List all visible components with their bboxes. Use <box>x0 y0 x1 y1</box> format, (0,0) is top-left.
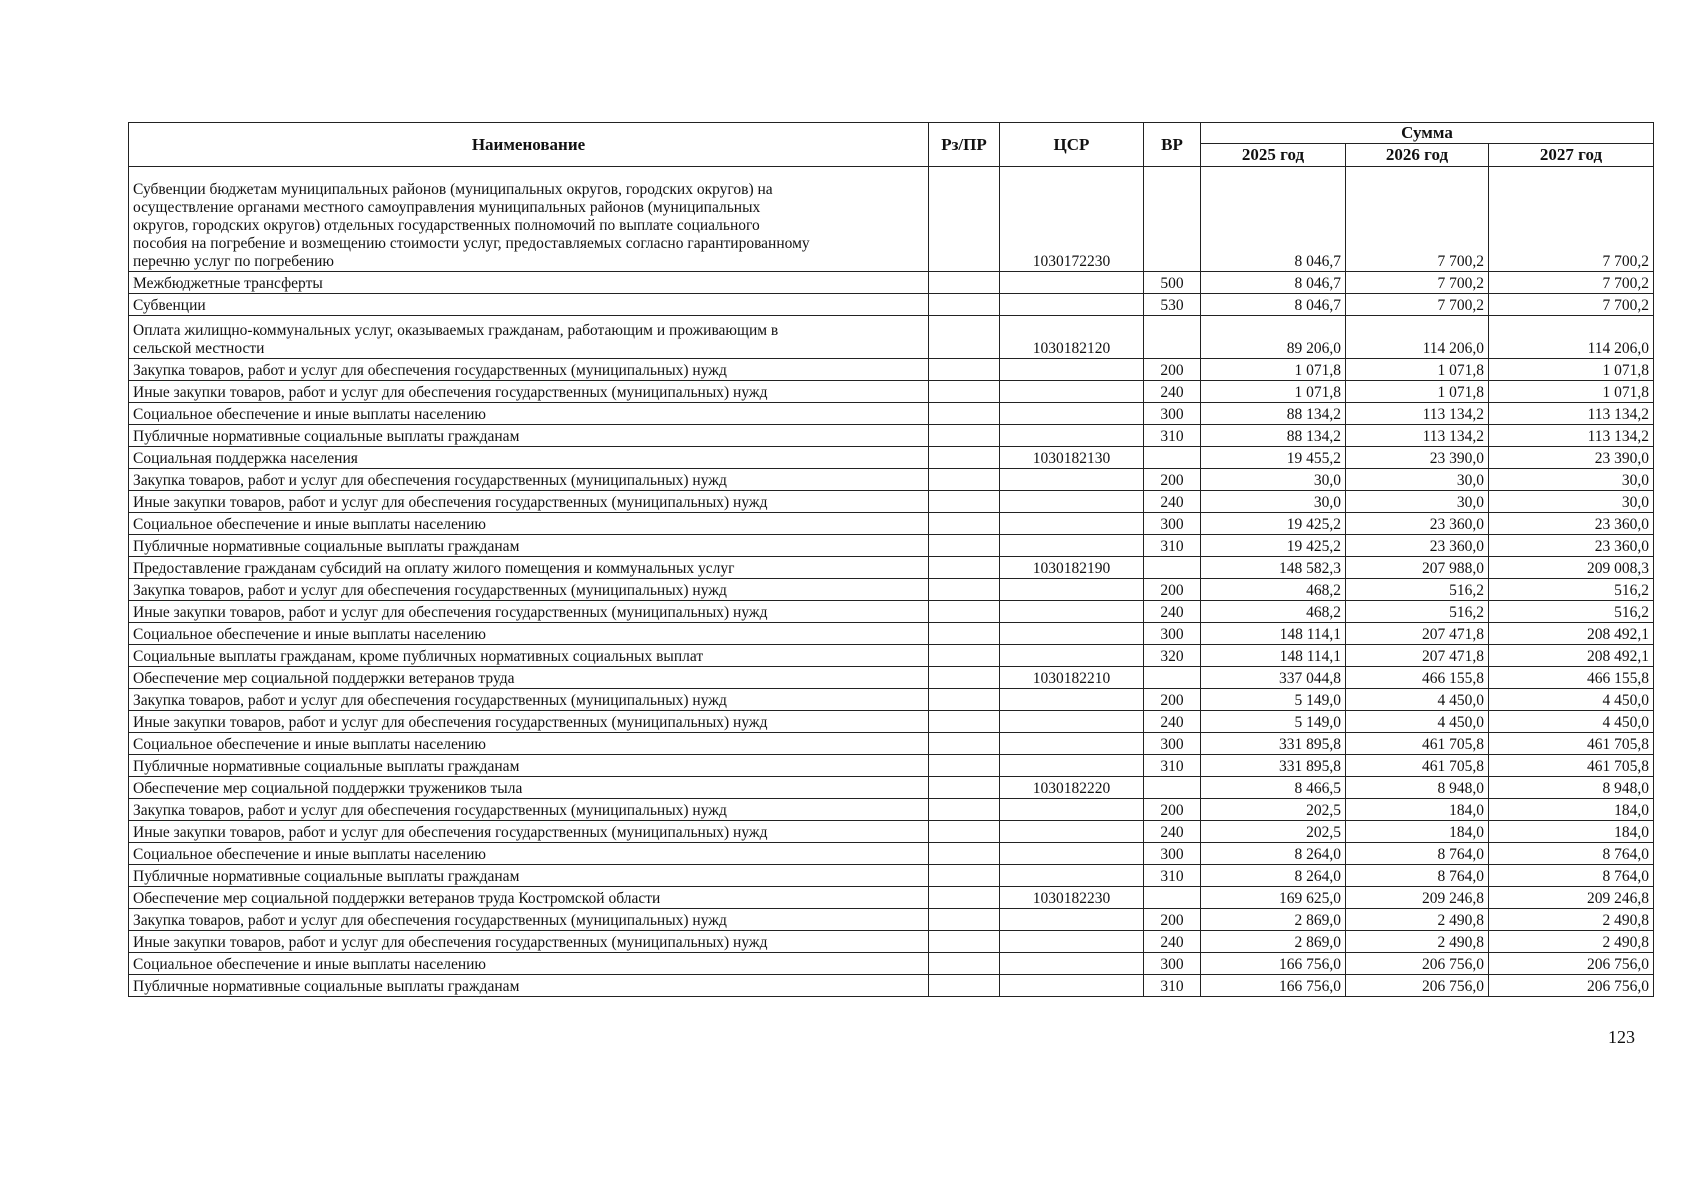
cell-section <box>929 294 1000 316</box>
cell-target: 1030182230 <box>1000 887 1144 909</box>
cell-kind: 310 <box>1144 975 1201 997</box>
cell-section <box>929 733 1000 755</box>
table-row <box>129 167 1654 272</box>
cell-section <box>929 755 1000 777</box>
cell-section <box>929 469 1000 491</box>
cell-target: 1030182220 <box>1000 777 1144 799</box>
table-row <box>129 887 1654 909</box>
cell-name: Закупка товаров, работ и услуг для обеспечения государственных (муниципальных) нужд <box>129 799 929 821</box>
cell-section <box>929 667 1000 689</box>
table-row <box>129 667 1654 689</box>
cell-section <box>929 865 1000 887</box>
cell-kind: 310 <box>1144 535 1201 557</box>
cell-kind <box>1144 557 1201 579</box>
cell-target <box>1000 865 1144 887</box>
cell-kind: 200 <box>1144 579 1201 601</box>
table-row <box>129 799 1654 821</box>
cell-kind: 300 <box>1144 843 1201 865</box>
cell-name: Обеспечение мер социальной поддержки ветеранов труда Костромской области <box>129 887 929 909</box>
cell-2027: 8 764,0 <box>1489 843 1654 865</box>
cell-2026: 8 764,0 <box>1346 843 1489 865</box>
table-row <box>129 755 1654 777</box>
cell-2027: 208 492,1 <box>1489 645 1654 667</box>
cell-2027: 461 705,8 <box>1489 733 1654 755</box>
cell-target <box>1000 909 1144 931</box>
cell-2027: 2 490,8 <box>1489 909 1654 931</box>
table-row <box>129 535 1654 557</box>
cell-target <box>1000 294 1144 316</box>
cell-2027: 516,2 <box>1489 579 1654 601</box>
header-name: Наименование <box>129 123 929 167</box>
cell-2025: 8 046,7 <box>1201 294 1346 316</box>
cell-kind: 240 <box>1144 381 1201 403</box>
cell-2026: 206 756,0 <box>1346 953 1489 975</box>
cell-name: Социальное обеспечение и иные выплаты населению <box>129 953 929 975</box>
cell-kind: 240 <box>1144 601 1201 623</box>
cell-2026: 113 134,2 <box>1346 425 1489 447</box>
cell-kind: 300 <box>1144 953 1201 975</box>
cell-2026: 4 450,0 <box>1346 711 1489 733</box>
cell-name: Субвенции <box>129 294 929 316</box>
cell-section <box>929 975 1000 997</box>
table-row <box>129 821 1654 843</box>
cell-2026: 184,0 <box>1346 799 1489 821</box>
table-row <box>129 909 1654 931</box>
table-row <box>129 425 1654 447</box>
header-section: Рз/ПР <box>929 123 1000 167</box>
cell-target <box>1000 645 1144 667</box>
cell-2027: 4 450,0 <box>1489 689 1654 711</box>
cell-section <box>929 513 1000 535</box>
cell-target <box>1000 469 1144 491</box>
cell-name: Субвенции бюджетам муниципальных районов (муниципальных округов, городских округов) на осуществление органами местного самоуправления муниципальных районов (муниципальных округов, городских округов) отдельных государственных полномочий по выплате социального пособия на погребение и возмещению стоимости услуг, предоставляемых согласно гарантированному перечню услуг по погребению <box>129 167 929 272</box>
cell-section <box>929 272 1000 294</box>
cell-kind: 300 <box>1144 403 1201 425</box>
table-row <box>129 447 1654 469</box>
cell-section <box>929 953 1000 975</box>
budget-table <box>128 122 1654 997</box>
cell-kind: 240 <box>1144 931 1201 953</box>
cell-section <box>929 931 1000 953</box>
cell-2026: 209 246,8 <box>1346 887 1489 909</box>
header-year-2025: 2025 год <box>1201 144 1346 167</box>
cell-kind: 200 <box>1144 909 1201 931</box>
cell-kind <box>1144 667 1201 689</box>
header-year-2026: 2026 год <box>1346 144 1489 167</box>
cell-2025: 331 895,8 <box>1201 755 1346 777</box>
cell-target <box>1000 623 1144 645</box>
cell-2027: 208 492,1 <box>1489 623 1654 645</box>
cell-2027: 209 246,8 <box>1489 887 1654 909</box>
cell-2025: 468,2 <box>1201 601 1346 623</box>
cell-2025: 202,5 <box>1201 821 1346 843</box>
cell-2027: 113 134,2 <box>1489 403 1654 425</box>
cell-kind: 310 <box>1144 425 1201 447</box>
cell-name: Иные закупки товаров, работ и услуг для обеспечения государственных (муниципальных) нужд <box>129 491 929 513</box>
cell-2026: 1 071,8 <box>1346 381 1489 403</box>
cell-2026: 461 705,8 <box>1346 755 1489 777</box>
cell-name: Закупка товаров, работ и услуг для обеспечения государственных (муниципальных) нужд <box>129 909 929 931</box>
cell-name: Публичные нормативные социальные выплаты гражданам <box>129 865 929 887</box>
header-kind: ВР <box>1144 123 1201 167</box>
cell-section <box>929 557 1000 579</box>
header-target: ЦСР <box>1000 123 1144 167</box>
cell-name: Предоставление гражданам субсидий на оплату жилого помещения и коммунальных услуг <box>129 557 929 579</box>
cell-section <box>929 359 1000 381</box>
table-row <box>129 711 1654 733</box>
cell-2025: 331 895,8 <box>1201 733 1346 755</box>
cell-target <box>1000 931 1144 953</box>
table-header <box>129 123 1654 167</box>
cell-section <box>929 843 1000 865</box>
cell-section <box>929 689 1000 711</box>
cell-2026: 8 948,0 <box>1346 777 1489 799</box>
table-row <box>129 777 1654 799</box>
cell-target <box>1000 513 1144 535</box>
cell-2025: 1 071,8 <box>1201 359 1346 381</box>
cell-kind: 530 <box>1144 294 1201 316</box>
cell-2026: 207 988,0 <box>1346 557 1489 579</box>
cell-section <box>929 447 1000 469</box>
cell-2025: 8 046,7 <box>1201 272 1346 294</box>
cell-2025: 19 425,2 <box>1201 513 1346 535</box>
cell-2027: 1 071,8 <box>1489 381 1654 403</box>
cell-name: Социальное обеспечение и иные выплаты населению <box>129 513 929 535</box>
cell-target <box>1000 403 1144 425</box>
cell-name: Закупка товаров, работ и услуг для обеспечения государственных (муниципальных) нужд <box>129 359 929 381</box>
table-row <box>129 359 1654 381</box>
cell-name: Закупка товаров, работ и услуг для обеспечения государственных (муниципальных) нужд <box>129 689 929 711</box>
cell-2027: 7 700,2 <box>1489 167 1654 272</box>
cell-2027: 23 390,0 <box>1489 447 1654 469</box>
cell-section <box>929 601 1000 623</box>
cell-kind <box>1144 316 1201 359</box>
cell-target <box>1000 689 1144 711</box>
cell-2027: 23 360,0 <box>1489 513 1654 535</box>
table-row <box>129 623 1654 645</box>
cell-2026: 23 360,0 <box>1346 513 1489 535</box>
cell-2027: 7 700,2 <box>1489 272 1654 294</box>
cell-target <box>1000 953 1144 975</box>
cell-2026: 516,2 <box>1346 579 1489 601</box>
cell-2025: 8 046,7 <box>1201 167 1346 272</box>
cell-section <box>929 645 1000 667</box>
cell-2025: 19 455,2 <box>1201 447 1346 469</box>
cell-kind <box>1144 167 1201 272</box>
cell-2025: 148 114,1 <box>1201 623 1346 645</box>
cell-2025: 89 206,0 <box>1201 316 1346 359</box>
cell-name: Социальная поддержка населения <box>129 447 929 469</box>
cell-2025: 166 756,0 <box>1201 953 1346 975</box>
cell-target <box>1000 272 1144 294</box>
cell-2027: 209 008,3 <box>1489 557 1654 579</box>
cell-name: Социальное обеспечение и иные выплаты населению <box>129 403 929 425</box>
cell-2025: 202,5 <box>1201 799 1346 821</box>
cell-target <box>1000 425 1144 447</box>
cell-section <box>929 909 1000 931</box>
cell-2026: 30,0 <box>1346 469 1489 491</box>
cell-name: Социальные выплаты гражданам, кроме публичных нормативных социальных выплат <box>129 645 929 667</box>
cell-section <box>929 167 1000 272</box>
cell-target <box>1000 711 1144 733</box>
cell-kind: 200 <box>1144 469 1201 491</box>
cell-2027: 7 700,2 <box>1489 294 1654 316</box>
cell-2026: 7 700,2 <box>1346 272 1489 294</box>
cell-target <box>1000 821 1144 843</box>
table-row <box>129 975 1654 997</box>
cell-name: Социальное обеспечение и иные выплаты населению <box>129 623 929 645</box>
cell-name: Публичные нормативные социальные выплаты гражданам <box>129 755 929 777</box>
cell-2026: 184,0 <box>1346 821 1489 843</box>
cell-target <box>1000 799 1144 821</box>
cell-2027: 516,2 <box>1489 601 1654 623</box>
header-year-2027: 2027 год <box>1489 144 1654 167</box>
cell-name: Закупка товаров, работ и услуг для обеспечения государственных (муниципальных) нужд <box>129 579 929 601</box>
cell-name: Оплата жилищно-коммунальных услуг, оказываемых гражданам, работающим и проживающим в сельской местности <box>129 316 929 359</box>
table-row <box>129 469 1654 491</box>
cell-2025: 468,2 <box>1201 579 1346 601</box>
cell-kind: 310 <box>1144 755 1201 777</box>
cell-2027: 4 450,0 <box>1489 711 1654 733</box>
cell-2026: 7 700,2 <box>1346 294 1489 316</box>
cell-2025: 5 149,0 <box>1201 689 1346 711</box>
cell-section <box>929 316 1000 359</box>
cell-name: Межбюджетные трансферты <box>129 272 929 294</box>
cell-target <box>1000 755 1144 777</box>
table-row <box>129 843 1654 865</box>
table-body <box>129 167 1654 997</box>
table-row <box>129 513 1654 535</box>
cell-target: 1030182130 <box>1000 447 1144 469</box>
cell-2025: 1 071,8 <box>1201 381 1346 403</box>
cell-2025: 30,0 <box>1201 469 1346 491</box>
cell-2026: 4 450,0 <box>1346 689 1489 711</box>
cell-2025: 5 149,0 <box>1201 711 1346 733</box>
cell-2026: 206 756,0 <box>1346 975 1489 997</box>
cell-target <box>1000 975 1144 997</box>
cell-section <box>929 491 1000 513</box>
cell-section <box>929 381 1000 403</box>
table-row <box>129 645 1654 667</box>
cell-2027: 113 134,2 <box>1489 425 1654 447</box>
cell-kind: 200 <box>1144 359 1201 381</box>
table-row <box>129 865 1654 887</box>
cell-2026: 2 490,8 <box>1346 931 1489 953</box>
cell-2027: 466 155,8 <box>1489 667 1654 689</box>
table-row <box>129 953 1654 975</box>
cell-section <box>929 711 1000 733</box>
cell-2026: 8 764,0 <box>1346 865 1489 887</box>
cell-target <box>1000 535 1144 557</box>
cell-target: 1030172230 <box>1000 167 1144 272</box>
cell-kind: 240 <box>1144 821 1201 843</box>
cell-2025: 2 869,0 <box>1201 909 1346 931</box>
cell-kind: 200 <box>1144 689 1201 711</box>
cell-2025: 337 044,8 <box>1201 667 1346 689</box>
cell-kind: 310 <box>1144 865 1201 887</box>
cell-kind: 300 <box>1144 623 1201 645</box>
cell-2025: 2 869,0 <box>1201 931 1346 953</box>
cell-2026: 207 471,8 <box>1346 645 1489 667</box>
table-row <box>129 294 1654 316</box>
cell-2025: 8 264,0 <box>1201 865 1346 887</box>
cell-name: Закупка товаров, работ и услуг для обеспечения государственных (муниципальных) нужд <box>129 469 929 491</box>
cell-name: Социальное обеспечение и иные выплаты населению <box>129 733 929 755</box>
cell-2025: 88 134,2 <box>1201 425 1346 447</box>
cell-2025: 148 114,1 <box>1201 645 1346 667</box>
cell-2027: 30,0 <box>1489 491 1654 513</box>
cell-name: Иные закупки товаров, работ и услуг для обеспечения государственных (муниципальных) нужд <box>129 601 929 623</box>
table-row <box>129 931 1654 953</box>
table-row <box>129 689 1654 711</box>
cell-section <box>929 777 1000 799</box>
cell-target <box>1000 491 1144 513</box>
table-row <box>129 403 1654 425</box>
cell-2027: 184,0 <box>1489 799 1654 821</box>
cell-2025: 8 264,0 <box>1201 843 1346 865</box>
cell-2026: 114 206,0 <box>1346 316 1489 359</box>
cell-2025: 30,0 <box>1201 491 1346 513</box>
cell-section <box>929 403 1000 425</box>
cell-2026: 23 360,0 <box>1346 535 1489 557</box>
cell-2026: 2 490,8 <box>1346 909 1489 931</box>
table-row <box>129 601 1654 623</box>
cell-2027: 206 756,0 <box>1489 953 1654 975</box>
cell-section <box>929 425 1000 447</box>
cell-name: Публичные нормативные социальные выплаты гражданам <box>129 535 929 557</box>
cell-name: Социальное обеспечение и иные выплаты населению <box>129 843 929 865</box>
cell-2025: 169 625,0 <box>1201 887 1346 909</box>
cell-section <box>929 821 1000 843</box>
cell-2027: 30,0 <box>1489 469 1654 491</box>
table-row <box>129 733 1654 755</box>
cell-kind: 300 <box>1144 513 1201 535</box>
cell-section <box>929 799 1000 821</box>
cell-section <box>929 623 1000 645</box>
cell-target <box>1000 381 1144 403</box>
cell-kind: 320 <box>1144 645 1201 667</box>
cell-name: Иные закупки товаров, работ и услуг для обеспечения государственных (муниципальных) нужд <box>129 821 929 843</box>
cell-2026: 516,2 <box>1346 601 1489 623</box>
cell-2027: 461 705,8 <box>1489 755 1654 777</box>
cell-target <box>1000 579 1144 601</box>
cell-2025: 148 582,3 <box>1201 557 1346 579</box>
cell-2026: 113 134,2 <box>1346 403 1489 425</box>
cell-2027: 8 948,0 <box>1489 777 1654 799</box>
cell-2027: 114 206,0 <box>1489 316 1654 359</box>
cell-name: Обеспечение мер социальной поддержки тружеников тыла <box>129 777 929 799</box>
cell-kind: 240 <box>1144 491 1201 513</box>
cell-name: Публичные нормативные социальные выплаты гражданам <box>129 975 929 997</box>
cell-2026: 1 071,8 <box>1346 359 1489 381</box>
cell-name: Обеспечение мер социальной поддержки ветеранов труда <box>129 667 929 689</box>
cell-2026: 207 471,8 <box>1346 623 1489 645</box>
cell-2027: 8 764,0 <box>1489 865 1654 887</box>
cell-2026: 7 700,2 <box>1346 167 1489 272</box>
cell-2025: 8 466,5 <box>1201 777 1346 799</box>
cell-2027: 184,0 <box>1489 821 1654 843</box>
cell-name: Иные закупки товаров, работ и услуг для обеспечения государственных (муниципальных) нужд <box>129 931 929 953</box>
cell-target: 1030182190 <box>1000 557 1144 579</box>
cell-kind: 200 <box>1144 799 1201 821</box>
cell-2025: 19 425,2 <box>1201 535 1346 557</box>
cell-2027: 1 071,8 <box>1489 359 1654 381</box>
cell-target: 1030182210 <box>1000 667 1144 689</box>
table-row <box>129 579 1654 601</box>
budget-table-wrapper <box>128 122 1653 997</box>
cell-name: Иные закупки товаров, работ и услуг для обеспечения государственных (муниципальных) нужд <box>129 711 929 733</box>
cell-kind <box>1144 887 1201 909</box>
table-row <box>129 316 1654 359</box>
cell-2026: 461 705,8 <box>1346 733 1489 755</box>
cell-name: Публичные нормативные социальные выплаты гражданам <box>129 425 929 447</box>
cell-target <box>1000 733 1144 755</box>
cell-target <box>1000 601 1144 623</box>
page-number: 123 <box>1608 1027 1635 1047</box>
header-sum: Сумма <box>1201 123 1654 144</box>
cell-2027: 2 490,8 <box>1489 931 1654 953</box>
cell-target: 1030182120 <box>1000 316 1144 359</box>
cell-kind <box>1144 777 1201 799</box>
cell-name: Иные закупки товаров, работ и услуг для обеспечения государственных (муниципальных) нужд <box>129 381 929 403</box>
cell-kind <box>1144 447 1201 469</box>
cell-section <box>929 535 1000 557</box>
cell-2026: 23 390,0 <box>1346 447 1489 469</box>
cell-2025: 88 134,2 <box>1201 403 1346 425</box>
cell-section <box>929 887 1000 909</box>
cell-target <box>1000 359 1144 381</box>
table-row <box>129 557 1654 579</box>
cell-2027: 23 360,0 <box>1489 535 1654 557</box>
cell-target <box>1000 843 1144 865</box>
cell-section <box>929 579 1000 601</box>
table-row <box>129 272 1654 294</box>
cell-2026: 466 155,8 <box>1346 667 1489 689</box>
cell-2025: 166 756,0 <box>1201 975 1346 997</box>
cell-kind: 500 <box>1144 272 1201 294</box>
cell-2026: 30,0 <box>1346 491 1489 513</box>
cell-kind: 240 <box>1144 711 1201 733</box>
table-row <box>129 491 1654 513</box>
table-row <box>129 381 1654 403</box>
cell-2027: 206 756,0 <box>1489 975 1654 997</box>
cell-kind: 300 <box>1144 733 1201 755</box>
